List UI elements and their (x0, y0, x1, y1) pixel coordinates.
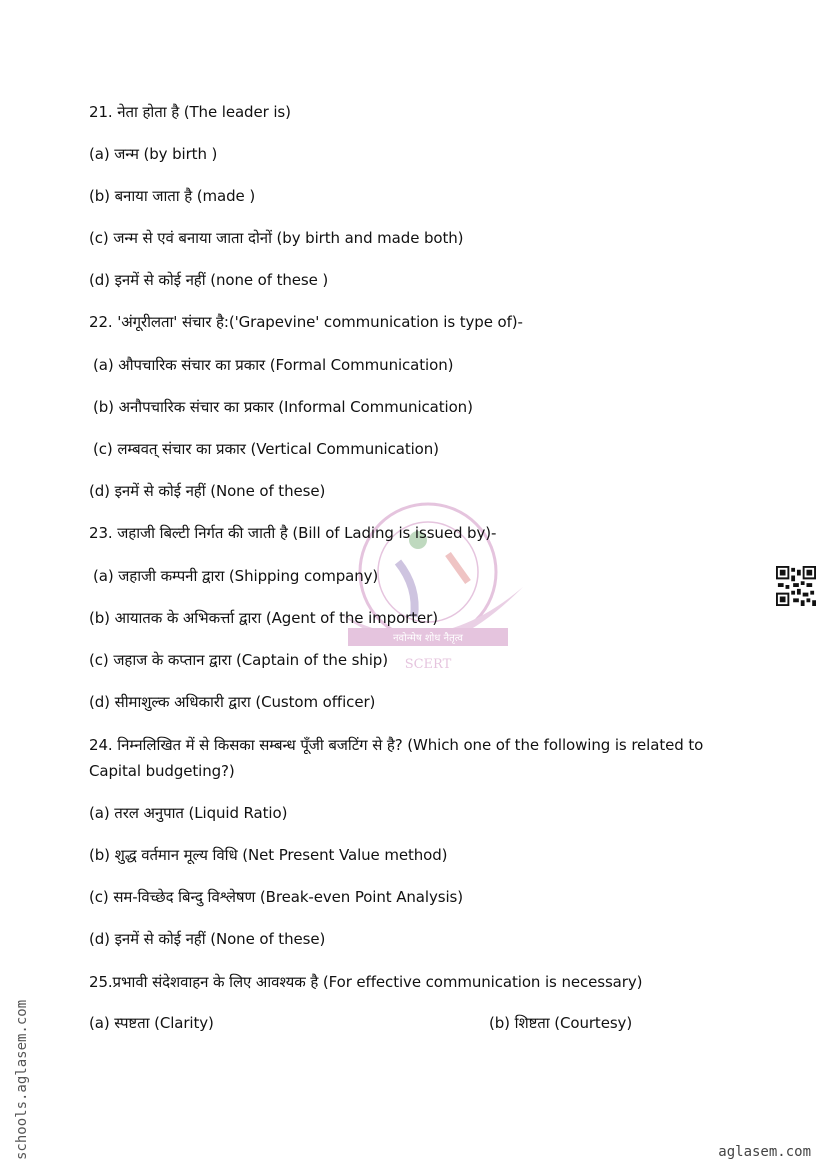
option-24-a: (a) तरल अनुपात (Liquid Ratio) (89, 804, 288, 822)
question-21-text: 21. नेता होता है (The leader is) (89, 103, 291, 121)
qr-code-icon (776, 566, 816, 606)
option-row-25 (89, 1013, 729, 1033)
option-21-b: (b) बनाया जाता है (made ) (89, 187, 256, 205)
seal-motto: नवोन्मेष शोध नैतृत्व (393, 633, 463, 644)
option-21-c: (c) जन्म से एवं बनाया जाता दोनों (by birth and made both) (89, 229, 464, 247)
option-21-d: (d) इनमें से कोई नहीं (none of these ) (89, 271, 329, 289)
footer-watermark: aglasem.com (718, 1144, 811, 1160)
option-23-a: (a) जहाजी कम्पनी द्वारा (Shipping company) (93, 567, 379, 585)
question-22-text: 22. 'अंगूरीलता' संचार है:('Grapevine' communication is type of)- (89, 313, 523, 331)
option-22-a: (a) औपचारिक संचार का प्रकार (Formal Communication) (93, 356, 454, 374)
option-24-b: (b) शुद्ध वर्तमान मूल्य विधि (Net Present Value method) (89, 846, 448, 864)
question-23-text: 23. जहाजी बिल्टी निर्गत की जाती है (Bill of Lading is issued by)- (89, 524, 497, 542)
option-24-c: (c) सम-विच्छेद बिन्दु विश्लेषण (Break-even Point Analysis) (89, 888, 463, 906)
option-22-c: (c) लम्बवत् संचार का प्रकार (Vertical Communication) (93, 440, 439, 458)
question-25-text: 25.प्रभावी संदेशवाहन के लिए आवश्यक है (For effective communication is necessary) (89, 973, 643, 991)
option-25-a: (a) स्पष्टता (Clarity) (89, 1014, 214, 1032)
option-24-d: (d) इनमें से कोई नहीं (None of these) (89, 930, 326, 948)
option-22-b: (b) अनौपचारिक संचार का प्रकार (Informal Communication) (93, 398, 473, 416)
option-25-b: (b) शिष्टता (Courtesy) (489, 1014, 633, 1032)
option-23-b: (b) आयातक के अभिकर्त्ता द्वारा (Agent of the importer) (89, 609, 438, 627)
option-23-d: (d) सीमाशुल्क अधिकारी द्वारा (Custom officer) (89, 693, 376, 711)
question-24-text: 24. निम्नलिखित में से किसका सम्बन्ध पूँजी बजटिंग से है? (Which one of the following is related to Capital budgeting?) (89, 736, 704, 780)
option-22-d: (d) इनमें से कोई नहीं (None of these) (89, 482, 326, 500)
option-21-a: (a) जन्म (by birth ) (89, 145, 218, 163)
option-23-c: (c) जहाज के कप्तान द्वारा (Captain of the ship) (89, 651, 388, 669)
seal-name: SCERT (404, 657, 452, 672)
side-watermark: schools.aglasem.com (14, 999, 30, 1160)
